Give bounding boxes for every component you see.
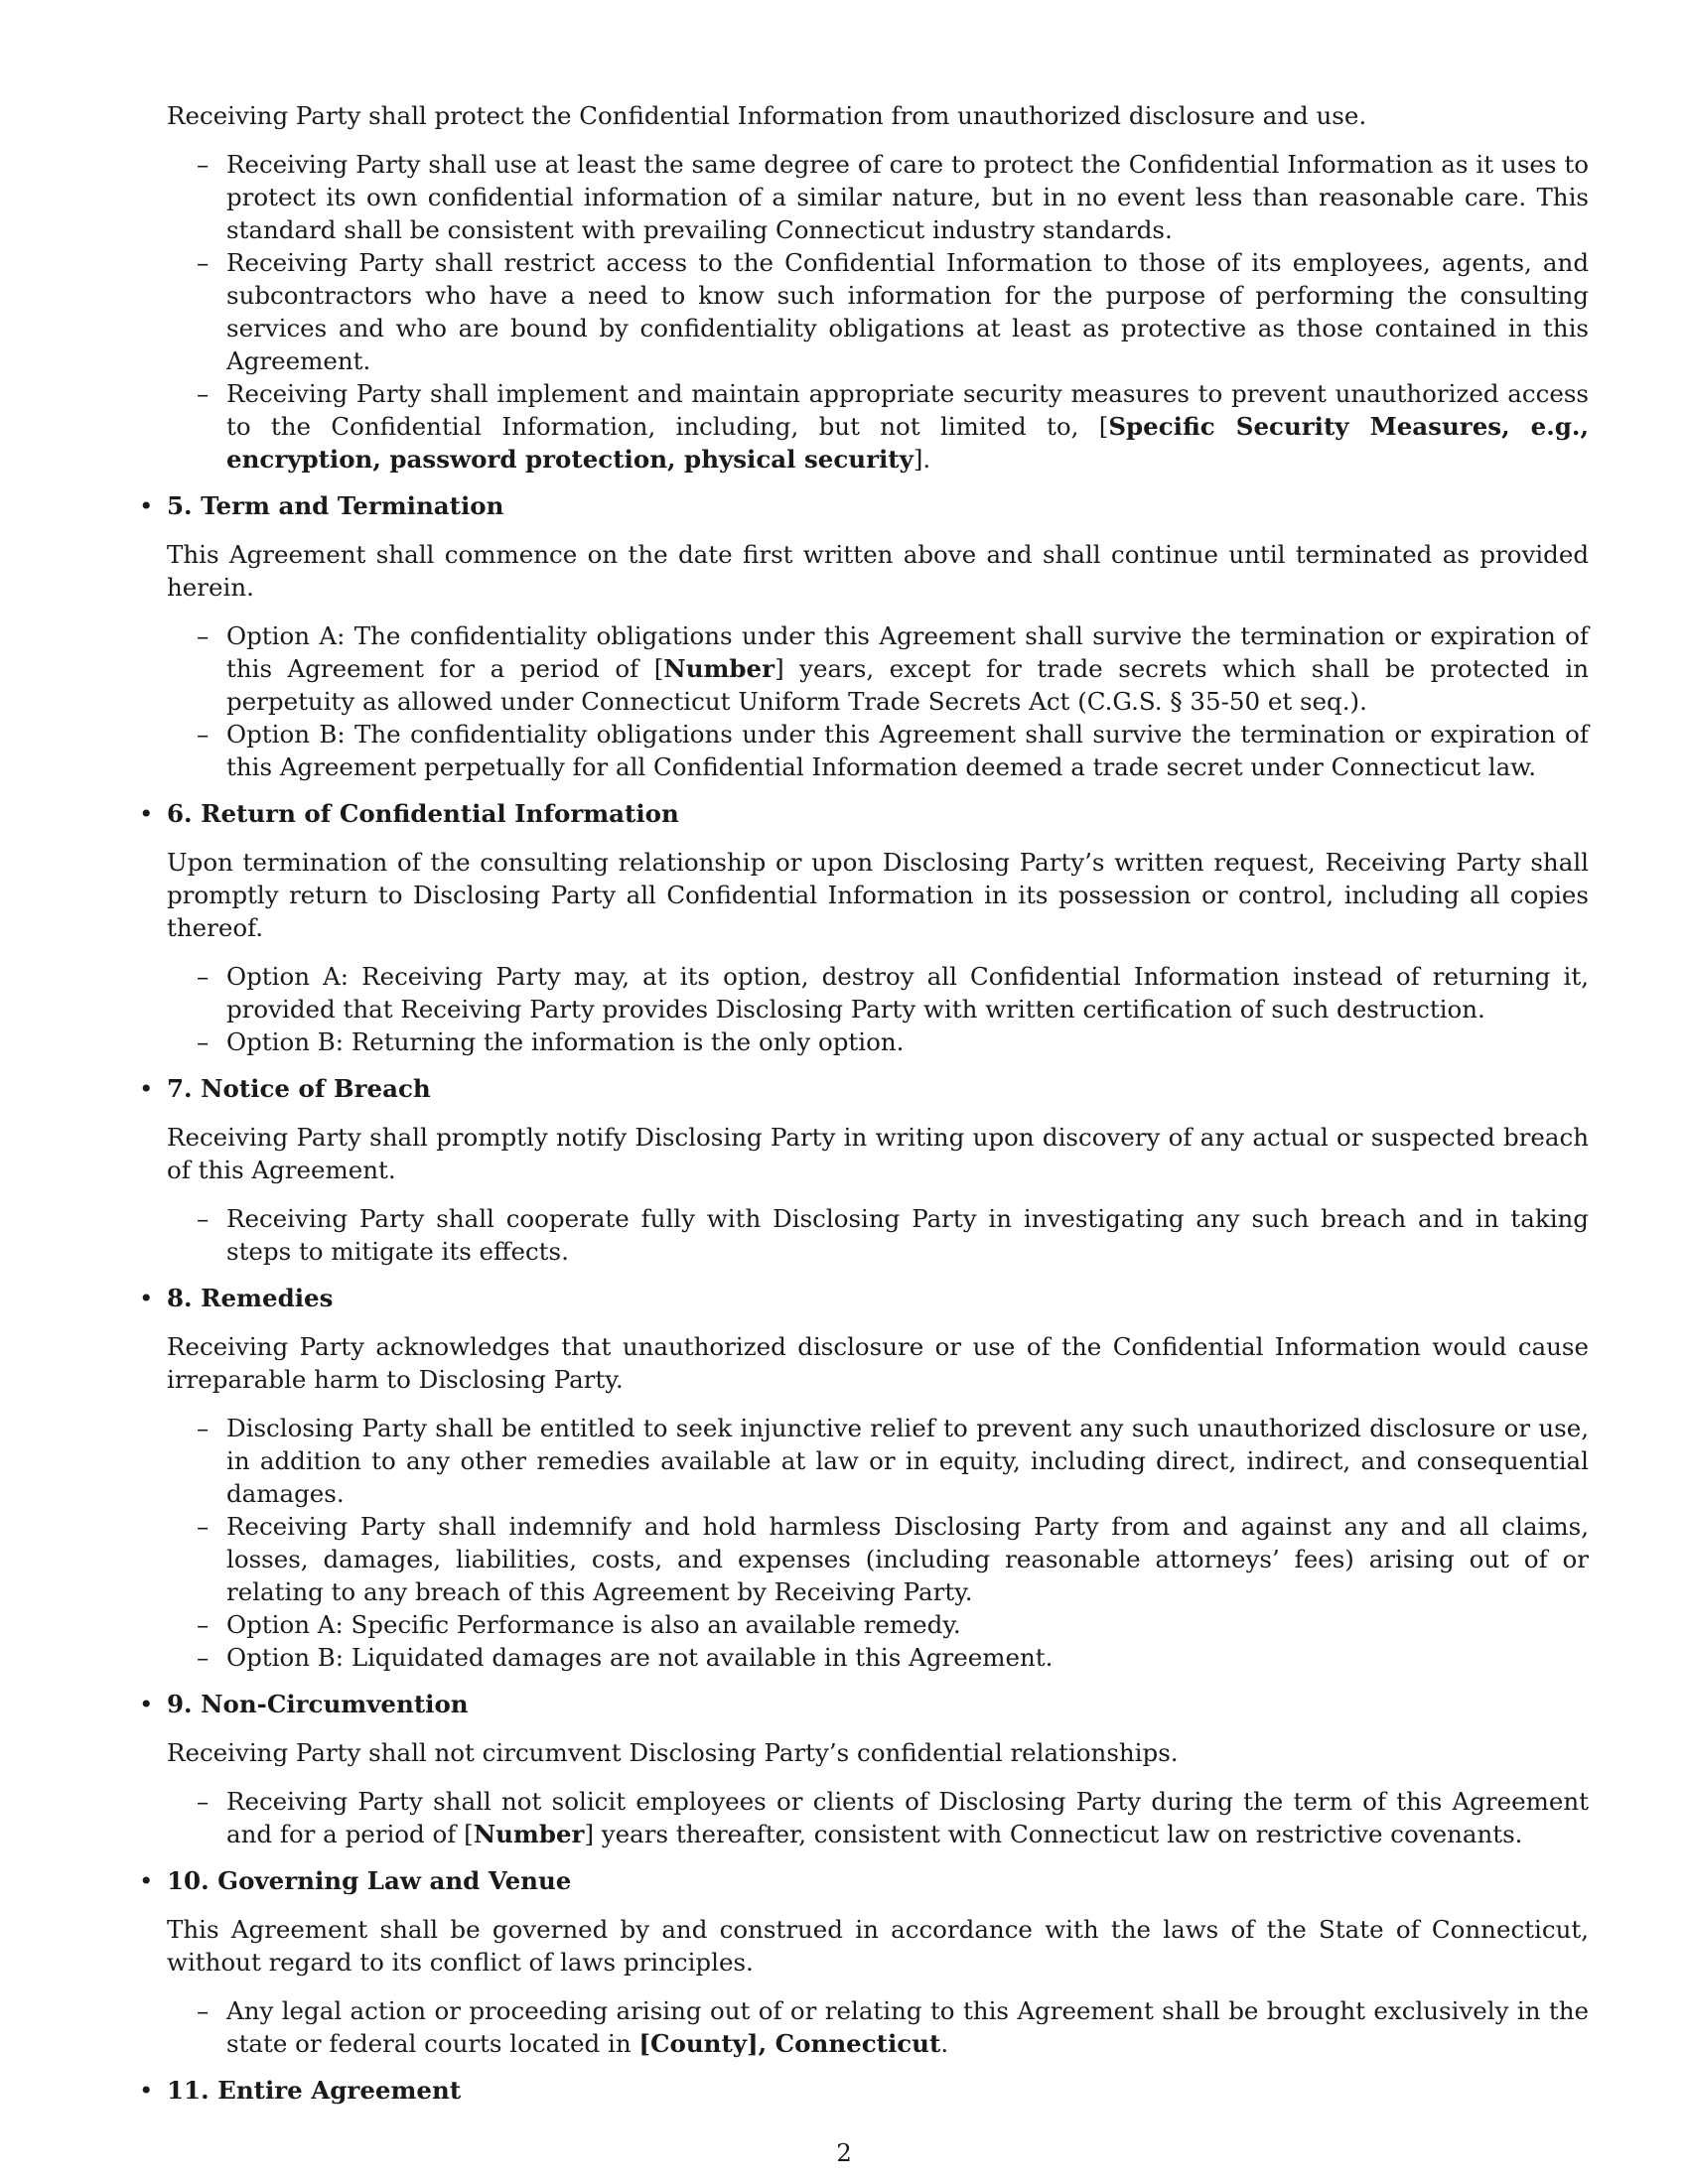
item-text: Option B: Liquidated damages are not available in this Agreement. xyxy=(226,1643,1054,1672)
dash-marker: – xyxy=(197,621,210,650)
sublist-item xyxy=(197,718,1589,783)
dash-marker: – xyxy=(197,1610,210,1639)
sublist-item xyxy=(197,960,1589,1025)
item-text-end: ] years thereafter, consistent with Connecticut law on restrictive covenants. xyxy=(584,1820,1523,1848)
item-text: Receiving Party shall cooperate fully with Disclosing Party in investigating any such breach and in taking steps to mitigate its effects. xyxy=(226,1204,1589,1266)
section-title: 10. Governing Law and Venue xyxy=(167,1866,572,1895)
section-title: 8. Remedies xyxy=(167,1284,334,1312)
dash-marker: – xyxy=(197,1787,210,1816)
item-text: Receiving Party shall restrict access to the Confidential Information to those of its employees, agents, and subcontractors who have a need to know such information for the purpose of performing the consulting services and who are bound by confidentiality obligations at least as protective as those contained in this Agreement. xyxy=(226,248,1589,375)
sublist-item xyxy=(197,377,1589,476)
section-heading xyxy=(139,1688,1589,1720)
section-sublist xyxy=(167,960,1589,1058)
sublist-item xyxy=(197,246,1589,377)
section-heading xyxy=(139,1072,1589,1105)
item-text: Option B: The confidentiality obligations under this Agreement shall survive the termination or expiration of this Agreement perpetually for all Confidential Information deemed a trade secret under Connecticut law. xyxy=(226,720,1589,781)
item-text: Receiving Party shall implement and maintain appropriate security measures to prevent unauthorized access to the Confidential Information, including, but not limited to, [ xyxy=(226,379,1589,441)
dash-marker: – xyxy=(197,248,210,277)
sublist-item xyxy=(197,1785,1589,1850)
dash-marker: – xyxy=(197,962,210,991)
sublist-item xyxy=(197,1608,1589,1641)
bullet-marker: • xyxy=(139,1284,154,1312)
sublist-item xyxy=(197,1202,1589,1268)
document-page xyxy=(139,99,1589,2122)
item-bold-placeholder: [County], Connecticut xyxy=(638,2029,941,2058)
dash-marker: – xyxy=(197,150,210,179)
bullet-marker: • xyxy=(139,1074,154,1103)
item-text: Receiving Party shall indemnify and hold harmless Disclosing Party from and against any and all claims, losses, damages, liabilities, costs, and expenses (including reasonable attorneys’ fees) arising out of or relating to any breach of this Agreement by Receiving Party. xyxy=(226,1512,1589,1606)
section-sublist xyxy=(167,1412,1589,1674)
section-title: 6. Return of Confidential Information xyxy=(167,799,679,828)
section-5 xyxy=(139,489,1589,783)
item-bold-placeholder: Number xyxy=(663,654,775,683)
bullet-marker: • xyxy=(139,2076,154,2105)
section-sublist xyxy=(167,619,1589,783)
dash-marker: – xyxy=(197,1512,210,1541)
section-paragraph: This Agreement shall be governed by and construed in accordance with the laws of the State of Connecticut, without regard to its conflict of laws principles. xyxy=(167,1915,1589,1977)
section-sublist xyxy=(167,1202,1589,1268)
section-sublist xyxy=(167,1994,1589,2060)
section-paragraph: This Agreement shall commence on the date first written above and shall continue until terminated as provided herein. xyxy=(167,540,1589,602)
section-9 xyxy=(139,1688,1589,1850)
sublist-item xyxy=(197,1412,1589,1510)
section-heading xyxy=(139,2074,1589,2107)
section-paragraph: Receiving Party shall promptly notify Disclosing Party in writing upon discovery of any actual or suspected breach of this Agreement. xyxy=(167,1123,1589,1184)
section-title: 9. Non-Circumvention xyxy=(167,1690,469,1718)
bullet-marker: • xyxy=(139,1690,154,1718)
dash-marker: – xyxy=(197,720,210,749)
section-title: 7. Notice of Breach xyxy=(167,1074,431,1103)
item-text: Receiving Party shall not solicit employees or clients of Disclosing Party during the term of this Agreement and for a period of [ xyxy=(226,1787,1589,1848)
section-heading xyxy=(139,797,1589,830)
sublist-item xyxy=(197,619,1589,718)
intro-block xyxy=(167,99,1589,476)
sublist-item xyxy=(197,1025,1589,1058)
item-bold-placeholder: Specific Security Measures, e.g., encryption, password protection, physical security xyxy=(226,412,1589,474)
section-heading xyxy=(139,489,1589,522)
section-10 xyxy=(139,1864,1589,2060)
dash-marker: – xyxy=(197,379,210,408)
sublist-item xyxy=(197,148,1589,246)
item-text: Any legal action or proceeding arising out of or relating to this Agreement shall be brought exclusively in the state or federal courts located in xyxy=(226,1996,1589,2058)
section-paragraph: Receiving Party shall not circumvent Disclosing Party’s confidential relationships. xyxy=(167,1738,1179,1767)
intro-paragraph: Receiving Party shall protect the Confidential Information from unauthorized disclosure and use. xyxy=(167,101,1367,130)
section-paragraph: Receiving Party acknowledges that unauthorized disclosure or use of the Confidential Information would cause irreparable harm to Disclosing Party. xyxy=(167,1332,1589,1394)
item-text: Option B: Returning the information is the only option. xyxy=(226,1027,905,1056)
dash-marker: – xyxy=(197,1414,210,1442)
section-8 xyxy=(139,1282,1589,1674)
item-text: Receiving Party shall use at least the same degree of care to protect the Confidential Information as it uses to protect its own confidential information of a similar nature, but in no event less than reasonable care. This standard shall be consistent with prevailing Connecticut industry standards. xyxy=(226,150,1589,244)
section-7 xyxy=(139,1072,1589,1268)
bullet-marker: • xyxy=(139,1866,154,1895)
section-heading xyxy=(139,1282,1589,1314)
item-text: Option A: Receiving Party may, at its option, destroy all Confidential Information instead of returning it, provided that Receiving Party provides Disclosing Party with written certification of such destruction. xyxy=(226,962,1589,1024)
section-paragraph: Upon termination of the consulting relationship or upon Disclosing Party’s written request, Receiving Party shall promptly return to Disclosing Party all Confidential Information in its possession or control, including all copies thereof. xyxy=(167,848,1589,942)
sublist-item xyxy=(197,1994,1589,2060)
item-text: Option A: The confidentiality obligations under this Agreement shall survive the termination or expiration of this Agreement for a period of [ xyxy=(226,621,1589,683)
dash-marker: – xyxy=(197,1996,210,2025)
page-number: 2 xyxy=(836,2138,852,2167)
section-title: 5. Term and Termination xyxy=(167,491,504,520)
item-text-end: ]. xyxy=(913,445,931,474)
sublist-item xyxy=(197,1510,1589,1608)
section-heading xyxy=(139,1864,1589,1897)
section-11 xyxy=(139,2074,1589,2107)
dash-marker: – xyxy=(197,1027,210,1056)
item-text: Option A: Specific Performance is also an available remedy. xyxy=(226,1610,961,1639)
item-text-end: ] years, except for trade secrets which shall be protected in perpetuity as allowed under Connecticut Uniform Trade Secrets Act (C.G.S. § 35-50 et seq.). xyxy=(226,654,1589,716)
bullet-marker: • xyxy=(139,491,154,520)
item-bold-placeholder: Number xyxy=(473,1820,585,1848)
section-6 xyxy=(139,797,1589,1058)
item-text: Disclosing Party shall be entitled to seek injunctive relief to prevent any such unauthorized disclosure or use, in addition to any other remedies available at law or in equity, including direct, indirect, and consequential damages. xyxy=(226,1414,1589,1508)
bullet-marker: • xyxy=(139,799,154,828)
section-sublist xyxy=(167,1785,1589,1850)
sublist-item xyxy=(197,1641,1589,1674)
item-text-end: . xyxy=(940,2029,949,2058)
section-title: 11. Entire Agreement xyxy=(167,2076,462,2105)
dash-marker: – xyxy=(197,1204,210,1233)
intro-sublist xyxy=(167,148,1589,476)
dash-marker: – xyxy=(197,1643,210,1672)
